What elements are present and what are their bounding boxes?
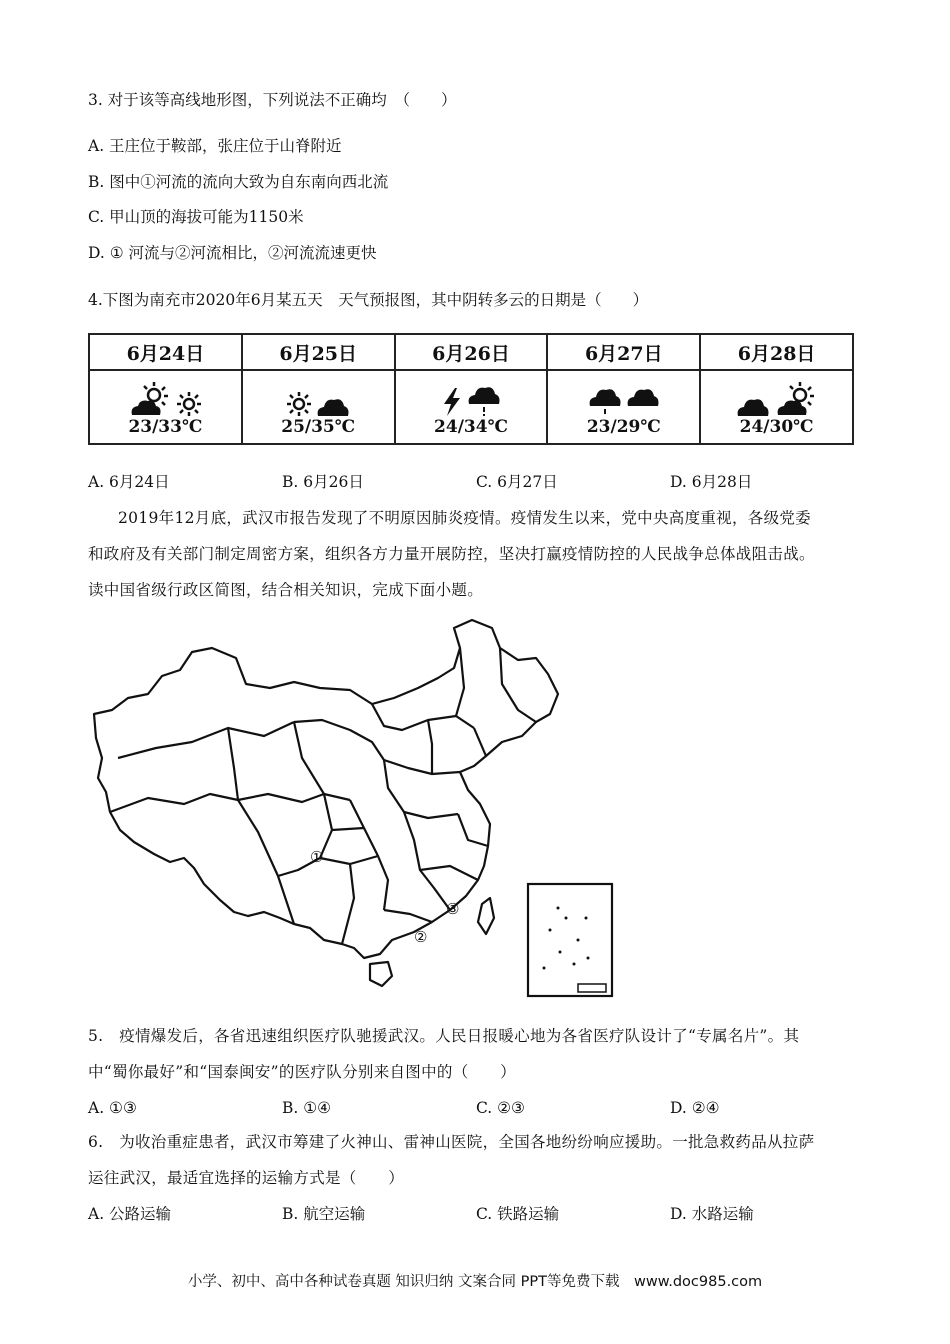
temp-unit: ℃	[181, 417, 203, 437]
q6-option-a: A. 公路运输	[88, 1205, 172, 1223]
q5-option-d: D. ②④	[670, 1099, 720, 1117]
q4-option-b: B. 6月26日	[282, 473, 364, 491]
q5-option-c: C. ②③	[476, 1099, 525, 1117]
q5-option-a: A. ①③	[88, 1099, 137, 1117]
temp-unit: ℃	[793, 417, 814, 437]
weather-date: 6月25日	[243, 335, 394, 371]
q5-line-2: 中“蜀你最好”和“国泰闽安”的医疗队分别来自图中的（ ）	[88, 1063, 516, 1081]
q3-option-c: C. 甲山顶的海拔可能为1150米	[88, 208, 304, 226]
sun-icon	[286, 391, 312, 417]
q6-option-d: D. 水路运输	[670, 1205, 754, 1223]
q6-option-b: B. 航空运输	[282, 1205, 366, 1223]
weather-forecast-table	[88, 333, 854, 445]
q6-line-1: 6. 为收治重症患者，武汉市筹建了火神山、雷神山医院，全国各地纷纷响应援助。一批急救药品从拉萨	[88, 1133, 815, 1151]
weather-temp: 23/29	[586, 417, 641, 437]
q3-option-b: B. 图中①河流的流向大致为自东南向西北流	[88, 173, 389, 191]
q6-line-2: 运往武汉，最适宜选择的运输方式是（ ）	[88, 1169, 405, 1187]
weather-temp: 25/35	[281, 417, 335, 437]
weather-temp: 24/34	[434, 417, 488, 437]
cloud-icon	[626, 387, 660, 417]
q6-option-c: C. 铁路运输	[476, 1205, 560, 1223]
q5-option-b: B. ①④	[282, 1099, 332, 1117]
weather-date: 6月27日	[548, 335, 699, 371]
q4-stem: 4.下图为南充市2020年6月某五天 天气预报图，其中阴转多云的日期是（ ）	[88, 291, 649, 309]
q3-stem: 3. 对于该等高线地形图，下列说法不正确均 （ ）	[88, 91, 457, 109]
intro-line-2: 和政府及有关部门制定周密方案，组织各方力量开展防控，坚决打赢疫情防控的人民战争总体战阻击战。	[88, 545, 815, 563]
weather-column	[396, 335, 549, 443]
weather-column	[243, 335, 396, 443]
q5-line-1: 5. 疫情爆发后，各省迅速组织医疗队驰援武汉。人民日报暖心地为各省医疗队设计了“专属名片”。其	[88, 1027, 800, 1045]
rain-cloud-icon	[467, 385, 501, 417]
weather-temp: 23/33	[128, 417, 182, 437]
intro-line-3: 读中国省级行政区简图，结合相关知识，完成下面小题。	[88, 581, 484, 599]
partly-cloudy-icon	[774, 381, 818, 417]
thunder-icon	[441, 387, 463, 417]
q4-option-a: A. 6月24日	[88, 473, 170, 491]
weather-date: 6月26日	[396, 335, 547, 371]
map-label-3: ③	[446, 900, 460, 918]
weather-column	[90, 335, 243, 443]
sun-icon	[176, 391, 202, 417]
map-label-1: ①	[310, 848, 324, 866]
q3-option-d: D. ① 河流与②河流相比，②河流流速更快	[88, 244, 377, 262]
cloud-icon	[736, 395, 770, 417]
weather-column	[548, 335, 701, 443]
intro-line-1: 2019年12月底，武汉市报告发现了不明原因肺炎疫情。疫情发生以来，党中央高度重视，各级党委	[118, 509, 811, 527]
weather-date: 6月28日	[701, 335, 852, 371]
weather-column	[701, 335, 852, 443]
weather-date: 6月24日	[90, 335, 241, 371]
page-footer: 小学、初中、高中各种试卷真题 知识归纳 文案合同 PPT等免费下载 www.doc985.com	[187, 1274, 763, 1290]
q4-option-c: C. 6月27日	[476, 473, 558, 491]
china-province-map	[88, 618, 618, 998]
weather-temp: 24/30	[739, 417, 794, 437]
cloud-icon	[588, 387, 622, 417]
map-label-2: ②	[414, 928, 428, 946]
partly-cloudy-icon	[128, 381, 172, 417]
temp-unit: ℃	[487, 417, 508, 437]
temp-unit: ℃	[640, 417, 661, 437]
cloud-icon	[316, 395, 350, 417]
q4-option-d: D. 6月28日	[670, 473, 753, 491]
q3-option-a: A. 王庄位于鞍部，张庄位于山脊附近	[88, 137, 342, 155]
temp-unit: ℃	[334, 417, 356, 437]
